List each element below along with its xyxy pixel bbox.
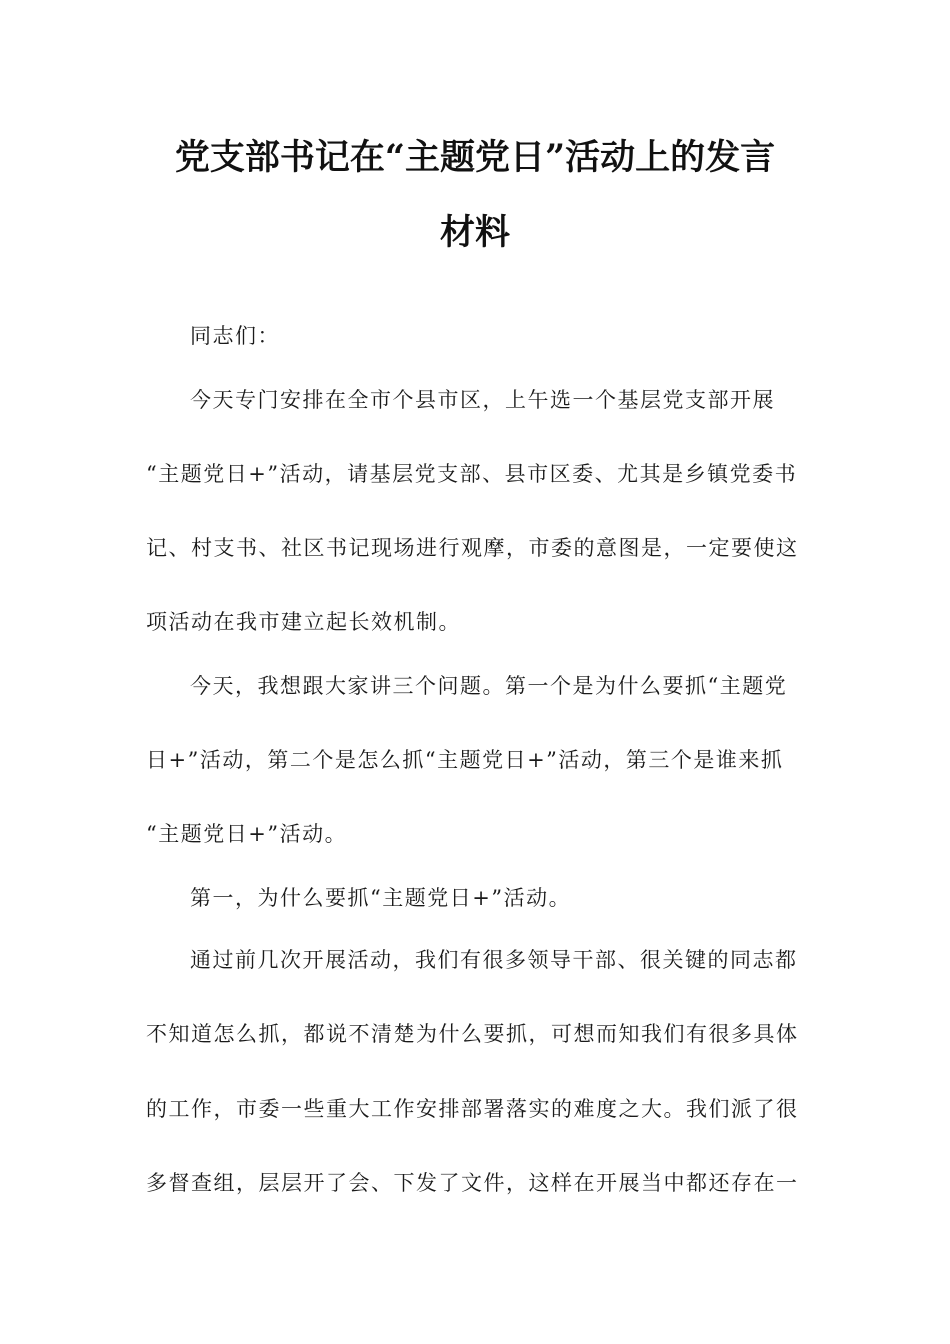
- body-line: 今天，我想跟大家讲三个问题。第一个是为什么要抓“主题党: [190, 674, 788, 698]
- body-line: 多督查组，层层开了会、下发了文件，这样在开展当中都还存在一: [146, 1171, 799, 1195]
- document-title-line-2: 材料: [439, 212, 510, 253]
- section-heading: 第一，为什么要抓“主题党日+”活动。: [190, 886, 572, 910]
- body-line: 今天专门安排在全市个县市区，上午选一个基层党支部开展: [190, 388, 775, 412]
- body-line: 项活动在我市建立起长效机制。: [146, 610, 461, 634]
- document-title-line-1: 党支部书记在“主题党日”活动上的发言: [174, 137, 776, 178]
- body-line: “主题党日+”活动。: [146, 822, 348, 846]
- body-line: 通过前几次开展活动，我们有很多领导干部、很关键的同志都: [190, 948, 798, 972]
- body-line: “主题党日+”活动，请基层党支部、县市区委、尤其是乡镇党委书: [146, 462, 798, 486]
- body-line: 的工作，市委一些重大工作安排部署落实的难度之大。我们派了很: [146, 1097, 799, 1121]
- body-line: 不知道怎么抓，都说不清楚为什么要抓，可想而知我们有很多具体: [146, 1022, 799, 1046]
- body-line: 日+”活动，第二个是怎么抓“主题党日+”活动，第三个是谁来抓: [146, 748, 784, 772]
- body-line: 记、村支书、社区书记现场进行观摩，市委的意图是，一定要使这: [146, 536, 799, 560]
- salutation: 同志们：: [190, 324, 280, 348]
